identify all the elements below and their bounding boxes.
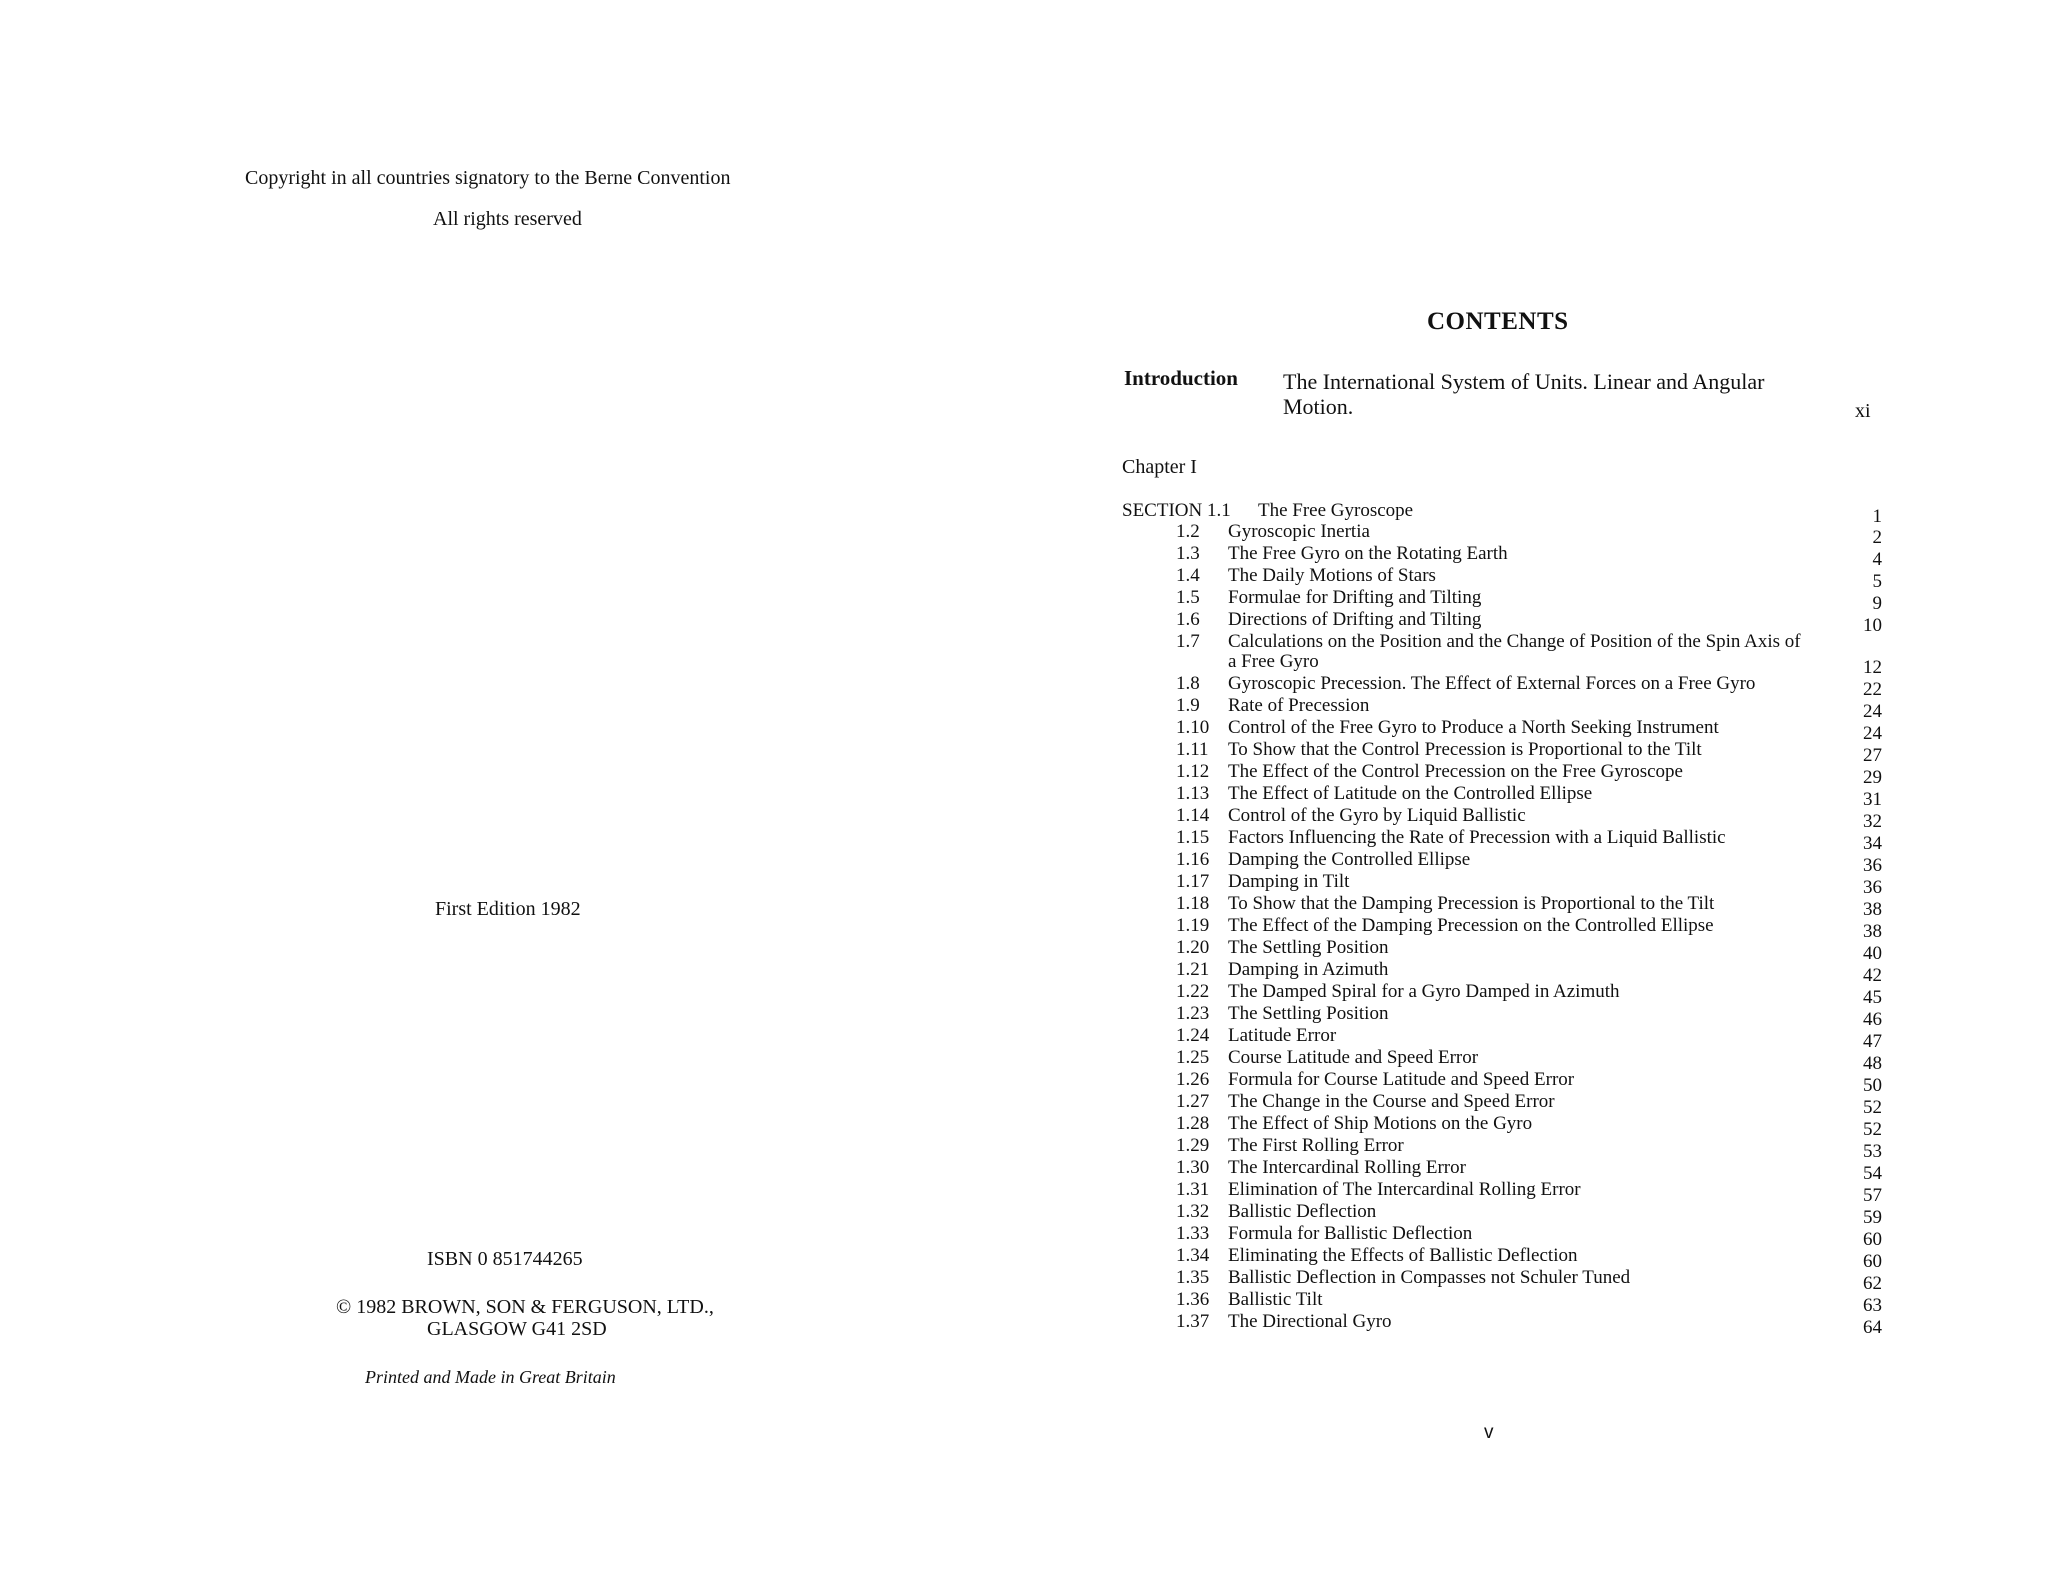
toc-section-title: The Intercardinal Rolling Error [1228, 1157, 1466, 1178]
toc-page-number: 31 [1863, 789, 1882, 810]
toc-page-number: 47 [1863, 1031, 1882, 1052]
toc-section-number: 1.13 [1176, 783, 1210, 804]
toc-page-number: 12 [1863, 657, 1882, 678]
toc-page-number: 38 [1863, 899, 1882, 920]
toc-section-number: 1.28 [1176, 1113, 1210, 1134]
toc-entry [1122, 500, 1882, 527]
toc-page-number: 59 [1863, 1207, 1882, 1228]
introduction-page: xi [1855, 400, 1871, 422]
toc-section-number: 1.25 [1176, 1047, 1210, 1068]
toc-page-number: 4 [1872, 549, 1882, 570]
toc-section-number: 1.16 [1176, 849, 1210, 870]
toc-entry [1122, 1135, 1882, 1162]
toc-page-number: 52 [1863, 1097, 1882, 1118]
contents-heading: CONTENTS [1427, 308, 1569, 335]
toc-page-number: 60 [1863, 1251, 1882, 1272]
toc-entry [1122, 565, 1882, 592]
toc-page-number: 5 [1872, 571, 1882, 592]
toc-section-title: The Settling Position [1228, 1003, 1389, 1024]
toc-entry [1122, 1069, 1882, 1096]
toc-entry [1122, 739, 1882, 766]
toc-page-number: 27 [1863, 745, 1882, 766]
toc-section-number: 1.37 [1176, 1311, 1210, 1332]
toc-section-number: 1.15 [1176, 827, 1210, 848]
toc-section-title: The Damped Spiral for a Gyro Damped in Azimuth [1228, 981, 1620, 1002]
toc-entry [1122, 893, 1882, 920]
toc-section-title: Formulae for Drifting and Tilting [1228, 587, 1482, 608]
toc-section-number: 1.31 [1176, 1179, 1210, 1200]
toc-section-number: 1.18 [1176, 893, 1210, 914]
printed-in: Printed and Made in Great Britain [365, 1367, 616, 1387]
toc-section-number: 1.36 [1176, 1289, 1210, 1310]
toc-page-number: 36 [1863, 877, 1882, 898]
toc-section-number: 1.10 [1176, 717, 1210, 738]
toc-section-number: 1.29 [1176, 1135, 1210, 1156]
toc-section-title: Eliminating the Effects of Ballistic Deflection [1228, 1245, 1578, 1266]
toc-entry [1122, 915, 1882, 942]
toc-entry [1122, 587, 1882, 614]
toc-page-number: 10 [1863, 615, 1882, 636]
toc-page-number: 46 [1863, 1009, 1882, 1030]
copyright-notice: Copyright in all countries signatory to the Berne Convention [245, 167, 731, 189]
toc-section-title: The Daily Motions of Stars [1228, 565, 1436, 586]
toc-section-title: The Free Gyro on the Rotating Earth [1228, 543, 1508, 564]
toc-section-title: Directions of Drifting and Tilting [1228, 609, 1482, 630]
toc-entry [1122, 783, 1882, 810]
toc-section-title: Ballistic Deflection in Compasses not Schuler Tuned [1228, 1267, 1631, 1288]
toc-section-number: 1.2 [1176, 521, 1200, 542]
toc-page-number: 2 [1872, 527, 1882, 548]
page-number: v [1484, 1422, 1494, 1443]
toc-entry [1122, 959, 1882, 986]
toc-entry [1122, 1091, 1882, 1118]
introduction-title: The International System of Units. Linear and Angular Motion. [1283, 369, 1765, 419]
toc-section-number: 1.6 [1176, 609, 1200, 630]
toc-section-title: Formula for Course Latitude and Speed Error [1228, 1069, 1575, 1090]
toc-page-number: 54 [1863, 1163, 1882, 1184]
toc-entry [1122, 1267, 1882, 1294]
toc-section-number: 1.20 [1176, 937, 1210, 958]
publisher-name: © 1982 BROWN, SON & FERGUSON, LTD., [336, 1296, 714, 1318]
toc-section-number: 1.30 [1176, 1157, 1210, 1178]
toc-page-number: 29 [1863, 767, 1882, 788]
toc-page-number: 45 [1863, 987, 1882, 1008]
toc-section-title: The Free Gyroscope [1258, 500, 1414, 521]
toc-entry [1122, 521, 1882, 548]
toc-entry [1122, 1289, 1882, 1316]
toc-page-number: 9 [1872, 593, 1882, 614]
toc-section-number: 1.27 [1176, 1091, 1210, 1112]
toc-list [1122, 500, 1882, 1338]
toc-page-number: 60 [1863, 1229, 1882, 1250]
toc-section-title: The Settling Position [1228, 937, 1389, 958]
toc-section-number: 1.33 [1176, 1223, 1210, 1244]
toc-section-title: To Show that the Damping Precession is Proportional to the Tilt [1228, 893, 1715, 914]
toc-page-number: 63 [1863, 1295, 1882, 1316]
toc-page-number: 24 [1863, 701, 1882, 722]
toc-entry [1122, 631, 1882, 678]
toc-entry [1122, 1245, 1882, 1272]
toc-entry [1122, 937, 1882, 964]
toc-page-number: 22 [1863, 679, 1882, 700]
toc-section-number: 1.11 [1176, 739, 1209, 760]
toc-section-number: 1.34 [1176, 1245, 1210, 1266]
toc-entry [1122, 543, 1882, 570]
toc-entry [1122, 673, 1882, 700]
toc-section-number: SECTION 1.1 [1122, 500, 1231, 521]
toc-section-number: 1.7 [1176, 631, 1200, 652]
toc-entry [1122, 827, 1882, 854]
toc-section-number: 1.12 [1176, 761, 1210, 782]
toc-section-number: 1.22 [1176, 981, 1210, 1002]
toc-entry [1122, 609, 1882, 636]
toc-entry [1122, 1179, 1882, 1206]
toc-page-number: 50 [1863, 1075, 1882, 1096]
toc-section-title: The Directional Gyro [1228, 1311, 1392, 1332]
introduction-label: Introduction [1124, 366, 1238, 390]
toc-section-title: Gyroscopic Inertia [1228, 521, 1370, 542]
toc-entry [1122, 761, 1882, 788]
toc-section-title: Latitude Error [1228, 1025, 1337, 1046]
toc-entry [1122, 981, 1882, 1008]
toc-page-number: 62 [1863, 1273, 1882, 1294]
toc-entry [1122, 1047, 1882, 1074]
toc-section-number: 1.14 [1176, 805, 1210, 826]
toc-section-number: 1.9 [1176, 695, 1200, 716]
toc-section-number: 1.21 [1176, 959, 1210, 980]
publisher-address: GLASGOW G41 2SD [427, 1318, 607, 1340]
toc-section-title: Damping in Azimuth [1228, 959, 1389, 980]
toc-entry [1122, 717, 1882, 744]
toc-entry [1122, 695, 1882, 722]
toc-section-title: Rate of Precession [1228, 695, 1370, 716]
toc-section-number: 1.8 [1176, 673, 1200, 694]
toc-section-title: Ballistic Tilt [1228, 1289, 1323, 1310]
toc-entry [1122, 1201, 1882, 1228]
toc-section-title: Calculations on the Position and the Change of Position of the Spin Axis of a Free Gyro [1228, 631, 1801, 672]
toc-entry [1122, 1223, 1882, 1250]
toc-page-number: 53 [1863, 1141, 1882, 1162]
rights-reserved: All rights reserved [433, 208, 582, 230]
edition-statement: First Edition 1982 [435, 898, 581, 920]
toc-page-number: 57 [1863, 1185, 1882, 1206]
toc-section-number: 1.4 [1176, 565, 1200, 586]
toc-section-number: 1.19 [1176, 915, 1210, 936]
toc-page-number: 32 [1863, 811, 1882, 832]
toc-page-number: 36 [1863, 855, 1882, 876]
toc-entry [1122, 1025, 1882, 1052]
toc-section-title: Factors Influencing the Rate of Precession with a Liquid Ballistic [1228, 827, 1726, 848]
toc-section-title: The Effect of Ship Motions on the Gyro [1228, 1113, 1533, 1134]
toc-page-number: 1 [1872, 506, 1882, 527]
toc-entry [1122, 849, 1882, 876]
toc-entry [1122, 1157, 1882, 1184]
toc-section-title: Gyroscopic Precession. The Effect of External Forces on a Free Gyro [1228, 673, 1756, 694]
toc-page-number: 38 [1863, 921, 1882, 942]
toc-page-number: 64 [1863, 1317, 1882, 1338]
toc-section-number: 1.3 [1176, 543, 1200, 564]
toc-section-number: 1.17 [1176, 871, 1210, 892]
toc-section-number: 1.32 [1176, 1201, 1210, 1222]
toc-page-number: 42 [1863, 965, 1882, 986]
toc-entry [1122, 1113, 1882, 1140]
toc-section-title: Course Latitude and Speed Error [1228, 1047, 1479, 1068]
toc-page-number: 40 [1863, 943, 1882, 964]
isbn: ISBN 0 851744265 [427, 1248, 583, 1270]
toc-section-number: 1.5 [1176, 587, 1200, 608]
toc-section-number: 1.24 [1176, 1025, 1210, 1046]
toc-entry [1122, 1003, 1882, 1030]
toc-section-title: The Change in the Course and Speed Error [1228, 1091, 1555, 1112]
chapter-label: Chapter I [1122, 456, 1197, 478]
toc-section-title: Damping the Controlled Ellipse [1228, 849, 1471, 870]
toc-entry [1122, 871, 1882, 898]
toc-section-title: The Effect of the Damping Precession on the Controlled Ellipse [1228, 915, 1714, 936]
toc-page-number: 34 [1863, 833, 1882, 854]
toc-section-title: Formula for Ballistic Deflection [1228, 1223, 1473, 1244]
toc-section-title: Elimination of The Intercardinal Rolling Error [1228, 1179, 1581, 1200]
toc-section-title: Control of the Gyro by Liquid Ballistic [1228, 805, 1526, 826]
toc-section-number: 1.35 [1176, 1267, 1210, 1288]
toc-section-title: The Effect of Latitude on the Controlled Ellipse [1228, 783, 1593, 804]
toc-section-title: The First Rolling Error [1228, 1135, 1404, 1156]
toc-entry [1122, 1311, 1882, 1338]
toc-section-title: Ballistic Deflection [1228, 1201, 1377, 1222]
toc-section-title: The Effect of the Control Precession on the Free Gyroscope [1228, 761, 1683, 782]
toc-page-number: 24 [1863, 723, 1882, 744]
toc-section-title: Control of the Free Gyro to Produce a North Seeking Instrument [1228, 717, 1719, 738]
toc-section-number: 1.23 [1176, 1003, 1210, 1024]
toc-section-title: To Show that the Control Precession is Proportional to the Tilt [1228, 739, 1702, 760]
toc-page-number: 48 [1863, 1053, 1882, 1074]
toc-section-title: Damping in Tilt [1228, 871, 1350, 892]
toc-page-number: 52 [1863, 1119, 1882, 1140]
toc-section-number: 1.26 [1176, 1069, 1210, 1090]
toc-entry [1122, 805, 1882, 832]
